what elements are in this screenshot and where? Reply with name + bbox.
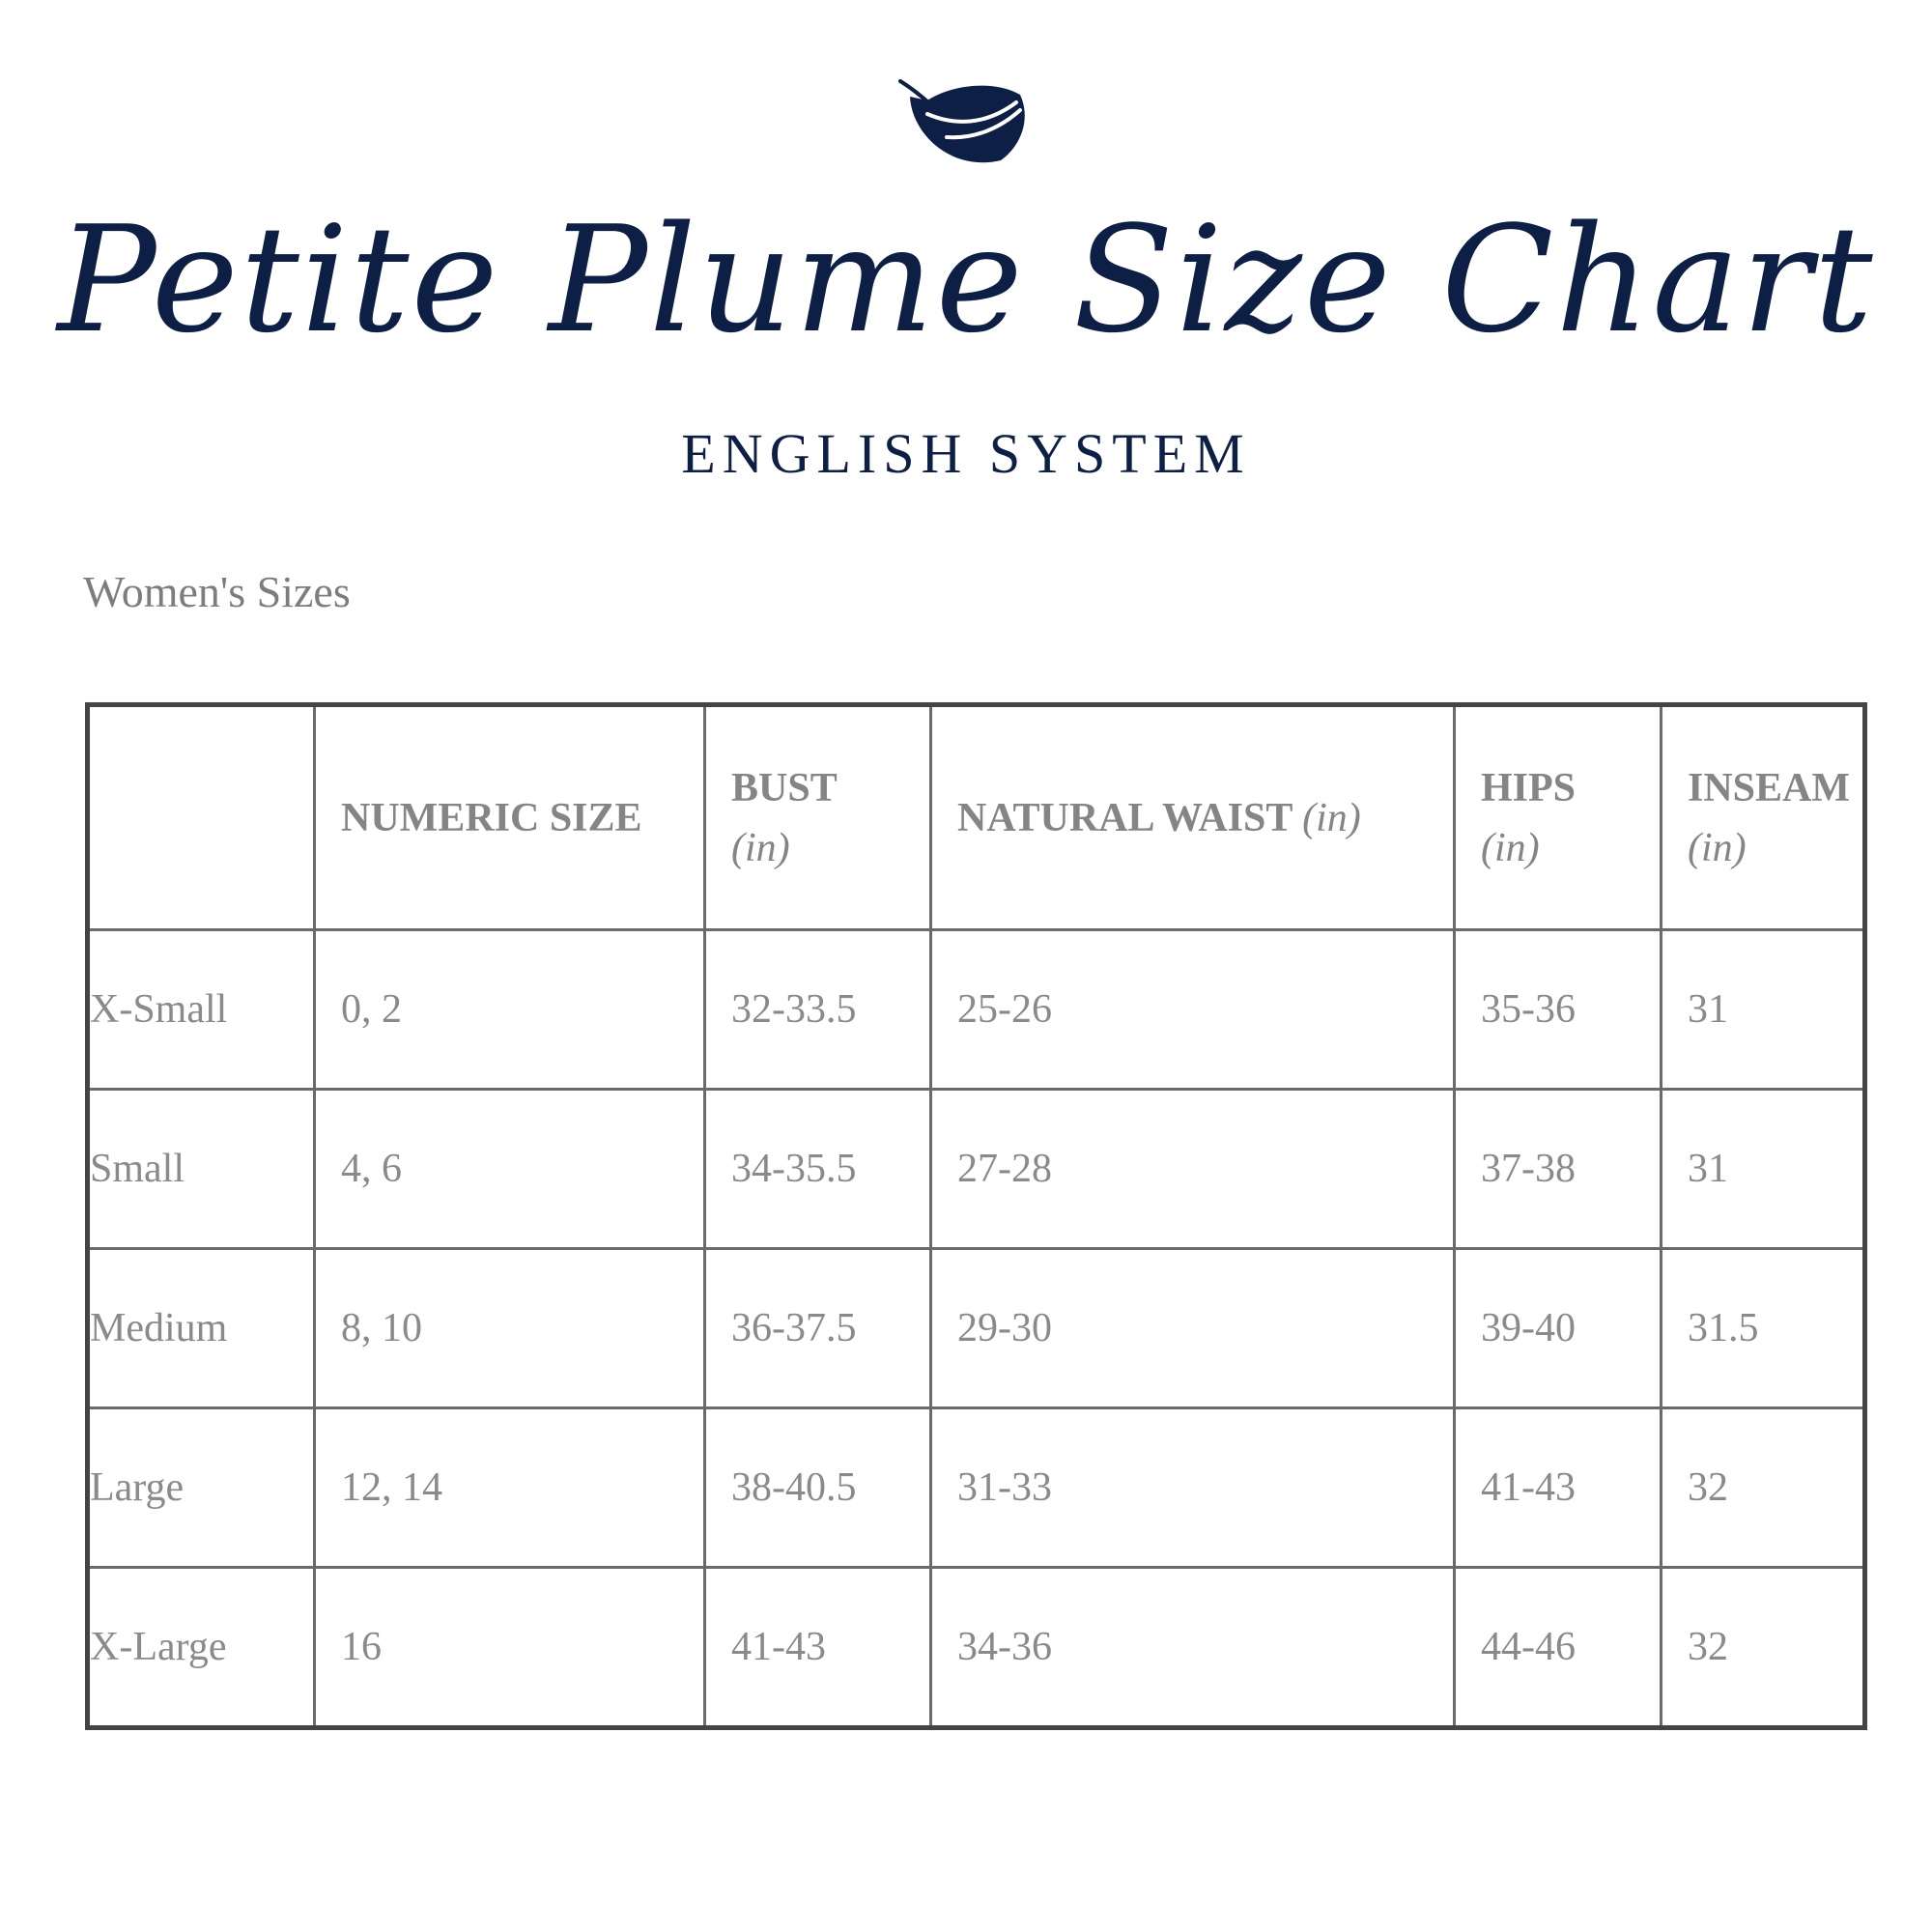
inseam-cell: 31 <box>1662 930 1865 1090</box>
bust-cell: 32-33.5 <box>705 930 931 1090</box>
numeric-size-cell: 0, 2 <box>315 930 705 1090</box>
numeric-size-cell: 16 <box>315 1568 705 1728</box>
bust-cell: 36-37.5 <box>705 1249 931 1408</box>
bust-cell: 41-43 <box>705 1568 931 1728</box>
numeric-size-cell: 4, 6 <box>315 1090 705 1249</box>
header-unit: (in) <box>1481 825 1540 870</box>
hips-cell: 37-38 <box>1455 1090 1662 1249</box>
header-label: NATURAL WAIST <box>957 795 1293 840</box>
header-label: HIPS <box>1481 765 1577 810</box>
header-inseam <box>1662 705 1865 930</box>
page-title: Petite Plume Size Chart <box>57 194 1875 365</box>
numeric-size-cell: 8, 10 <box>315 1249 705 1408</box>
hips-cell: 44-46 <box>1455 1568 1662 1728</box>
size-name-cell: Large <box>88 1408 315 1568</box>
header-natural-waist <box>931 705 1455 930</box>
page-subtitle: ENGLISH SYSTEM <box>681 422 1251 485</box>
feather-leaf-icon <box>896 77 1032 174</box>
natural-waist-cell: 31-33 <box>931 1408 1455 1568</box>
natural-waist-cell: 25-26 <box>931 930 1455 1090</box>
table-row <box>88 1090 1865 1249</box>
numeric-size-cell: 12, 14 <box>315 1408 705 1568</box>
header-unit: (in) <box>1688 825 1747 870</box>
size-name-cell: Small <box>88 1090 315 1249</box>
bust-cell: 34-35.5 <box>705 1090 931 1249</box>
header-hips <box>1455 705 1662 930</box>
natural-waist-cell: 27-28 <box>931 1090 1455 1249</box>
header-unit: (in) <box>1302 795 1361 840</box>
inseam-cell: 31.5 <box>1662 1249 1865 1408</box>
natural-waist-cell: 34-36 <box>931 1568 1455 1728</box>
header-cell-empty <box>88 705 315 930</box>
table-row <box>88 930 1865 1090</box>
section-label: Women's Sizes <box>83 567 351 616</box>
size-name-cell: X-Large <box>88 1568 315 1728</box>
inseam-cell: 31 <box>1662 1090 1865 1249</box>
table-row <box>88 1408 1865 1568</box>
table-row <box>88 1568 1865 1728</box>
hips-cell: 41-43 <box>1455 1408 1662 1568</box>
table-row <box>88 1249 1865 1408</box>
header-label: NUMERIC SIZE <box>341 795 642 840</box>
hips-cell: 39-40 <box>1455 1249 1662 1408</box>
header-label: INSEAM <box>1688 765 1851 810</box>
size-name-cell: X-Small <box>88 930 315 1090</box>
header-numeric-size <box>315 705 705 930</box>
size-name-cell: Medium <box>88 1249 315 1408</box>
bust-cell: 38-40.5 <box>705 1408 931 1568</box>
header-unit: (in) <box>731 825 790 870</box>
hips-cell: 35-36 <box>1455 930 1662 1090</box>
inseam-cell: 32 <box>1662 1568 1865 1728</box>
header-bust <box>705 705 931 930</box>
natural-waist-cell: 29-30 <box>931 1249 1455 1408</box>
inseam-cell: 32 <box>1662 1408 1865 1568</box>
size-table <box>85 702 1867 1730</box>
header-label: BUST <box>731 765 838 810</box>
header-row <box>88 705 1865 930</box>
